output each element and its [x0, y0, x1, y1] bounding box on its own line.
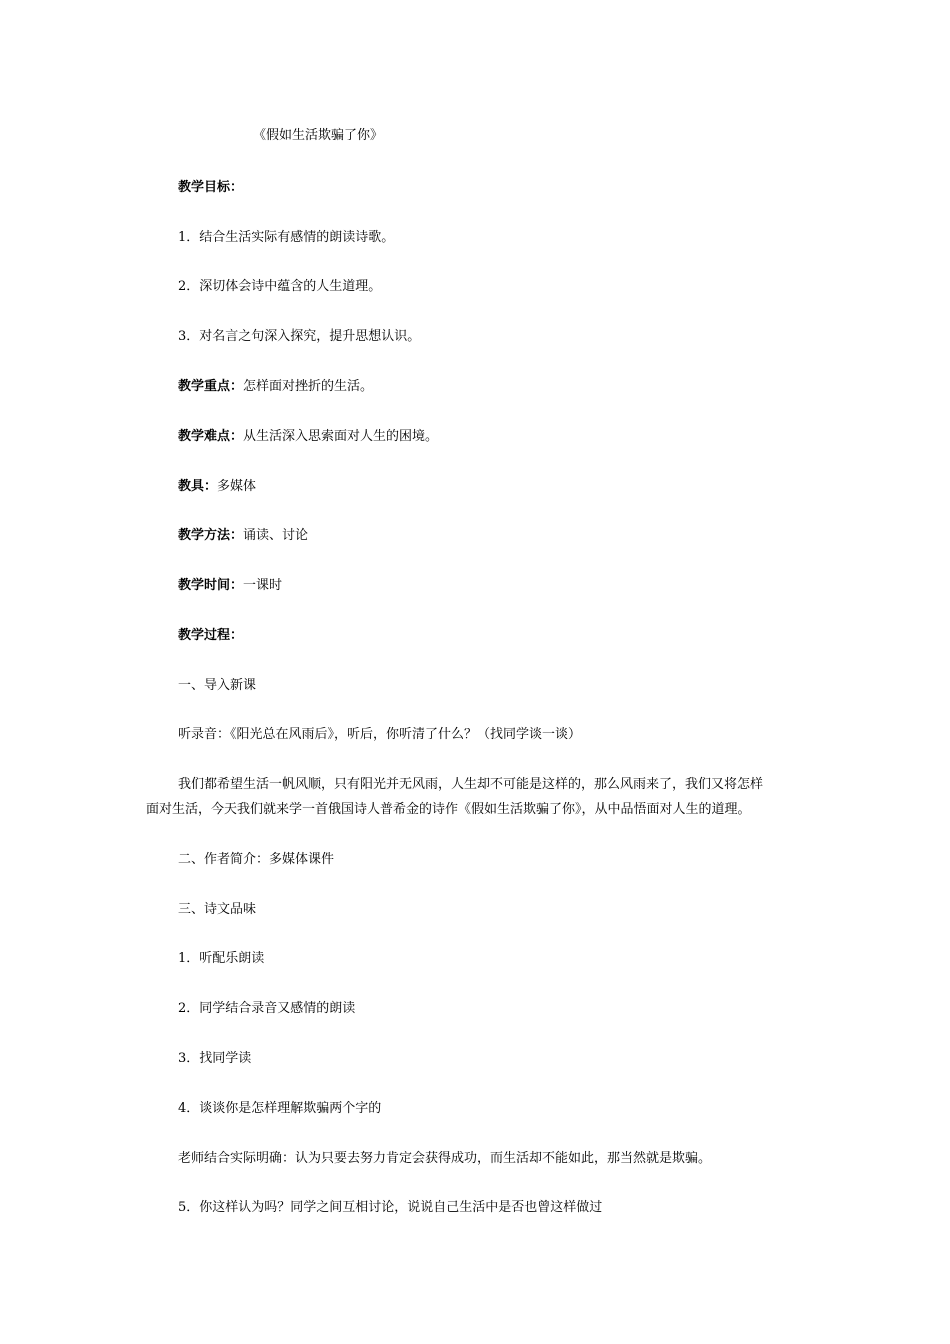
time-row: [178, 576, 282, 596]
tools-text: 多媒体: [217, 479, 257, 494]
method-text: 诵读、讨论: [243, 528, 309, 543]
poem-heading: 三、诗文品味: [178, 902, 257, 917]
objective-item-1: 1．结合生活实际有感情的朗读诗歌。: [178, 230, 395, 245]
difficulty-text: 从生活深入思索面对人生的困境。: [243, 429, 439, 444]
method-row: [178, 526, 308, 546]
step-item-3: 3．找同学读: [178, 1051, 252, 1066]
step-item-4: 4．谈谈你是怎样理解欺骗两个字的: [178, 1101, 382, 1116]
intro-heading: 一、导入新课: [178, 678, 257, 693]
key-point-label: 教学重点：: [178, 379, 244, 394]
author-heading: 二、作者简介：多媒体课件: [178, 852, 335, 867]
time-text: 一课时: [243, 578, 283, 593]
listen-instruction: 听录音：《阳光总在风雨后》，听后，你听清了什么？（找同学谈一谈）: [178, 727, 582, 742]
teacher-note: 老师结合实际明确：认为只要去努力肯定会获得成功，而生活却不能如此，那当然就是欺骗。: [178, 1151, 712, 1166]
intro-paragraph-line-1: 我们都希望生活一帆风顺，只有阳光并无风雨，人生却不可能是这样的，那么风雨来了，我们又将怎样: [178, 777, 764, 792]
intro-paragraph-line-2: 面对生活，今天我们就来学一首俄国诗人普希金的诗作《假如生活欺骗了你》，从中品悟面对人生的道理。: [146, 802, 751, 817]
step-item-2: 2．同学结合录音又感情的朗读: [178, 1001, 356, 1016]
time-label: 教学时间：: [178, 578, 244, 593]
method-label: 教学方法：: [178, 528, 244, 543]
tools-label: 教具：: [178, 479, 218, 494]
objectives-heading: 教学目标：: [178, 180, 244, 195]
difficulty-label: 教学难点：: [178, 429, 244, 444]
step-item-1: 1．听配乐朗读: [178, 951, 265, 966]
tools-row: [178, 477, 256, 497]
objective-item-2: 2．深切体会诗中蕴含的人生道理。: [178, 279, 382, 294]
process-heading: 教学过程：: [178, 628, 244, 643]
key-point-text: 怎样面对挫折的生活。: [243, 379, 374, 394]
objective-item-3: 3．对名言之句深入探究，提升思想认识。: [178, 329, 421, 344]
difficulty-row: [178, 427, 438, 447]
step-item-5: 5．你这样认为吗？同学之间互相讨论，说说自己生活中是否也曾这样做过: [178, 1200, 603, 1215]
document-title: 《假如生活欺骗了你》: [253, 128, 384, 143]
key-point-row: [178, 377, 373, 397]
